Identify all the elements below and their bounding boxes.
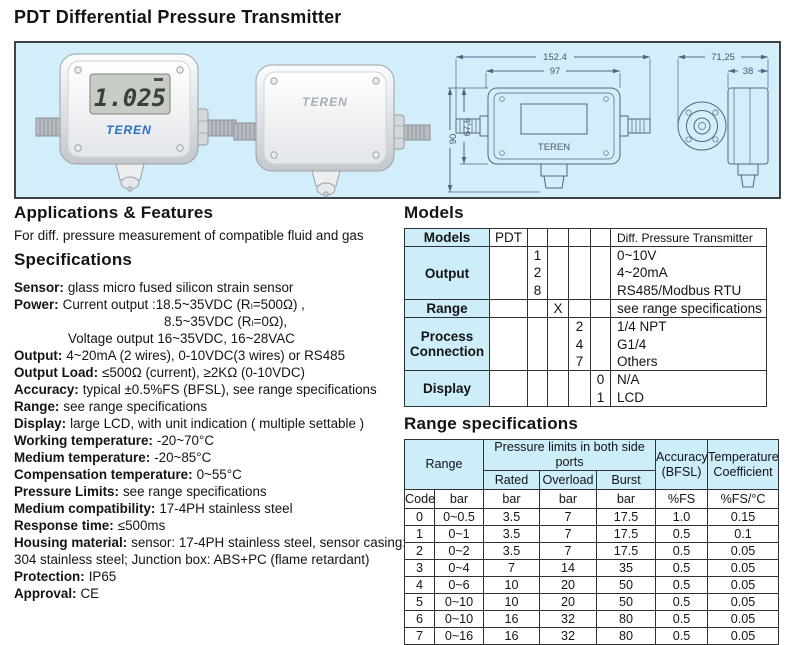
cable-gland-icon	[116, 164, 144, 191]
right-column	[404, 203, 784, 645]
device-face	[264, 72, 386, 164]
dimension-drawing	[444, 46, 778, 196]
svg-text:97: 97	[549, 66, 561, 77]
page-title: PDT Differential Pressure Transmitter	[14, 7, 342, 27]
lcd-reading: 1.025	[93, 84, 167, 112]
brand-logo-embossed: TEREN	[302, 95, 348, 109]
svg-text:90: 90	[448, 133, 459, 145]
dim-body-width	[486, 64, 620, 88]
spec-medium-compat: Medium compatibility: 17-4PH stainless steel	[14, 501, 293, 516]
svg-text:71,25: 71,25	[711, 52, 735, 63]
display-row: Display 0 1 N/A LCD	[405, 371, 767, 407]
product-photo-plain-device	[232, 61, 432, 197]
dim-total-width	[456, 50, 650, 121]
range-data-row: 7 0~16 16 32 80 0.5 0.05	[405, 628, 779, 645]
range-spec-heading: Range specifications	[404, 414, 579, 434]
models-table	[404, 228, 767, 407]
spec-accuracy: Accuracy: typical ±0.5%FS (BFSL), see range specifications	[14, 382, 377, 397]
spec-sensor: Sensor: glass micro fused silicon strain sensor	[14, 280, 294, 295]
range-row: Range X see range specifications	[405, 300, 767, 318]
svg-text:38: 38	[742, 66, 754, 77]
spec-compensation-temp: Compensation temperature: 0~55°C	[14, 467, 242, 482]
spec-output: Output: 4~20mA (2 wires), 0-10VDC(3 wires) or RS485	[14, 348, 346, 363]
spec-working-temp: Working temperature: -20~70°C	[14, 433, 214, 448]
applications-text: For diff. pressure measurement of compatible fluid and gas	[14, 228, 364, 243]
range-header-row-2: Rated Overload Burst	[405, 471, 779, 490]
product-hero-panel	[14, 41, 781, 199]
range-units-row: Code bar bar bar bar %FS %FS/°C	[405, 490, 779, 509]
left-column	[14, 203, 406, 602]
range-data-row: 0 0~0.5 3.5 7 17.5 1.0 0.15	[405, 509, 779, 526]
process-connection-row: Process Connection 2 4 7 1/4 NPT G1/4 Others	[405, 318, 767, 371]
range-spec-table	[404, 439, 779, 645]
specifications-heading: Specifications	[14, 250, 133, 269]
output-row: Output 1 2 8 0~10V 4~20mA RS485/Modbus RTU	[405, 247, 767, 300]
spec-pressure-limits: Pressure Limits: see range specifications	[14, 484, 267, 499]
range-data-row: 2 0~2 3.5 7 17.5 0.5 0.05	[405, 543, 779, 560]
range-data-row: 4 0~6 10 20 50 0.5 0.05	[405, 577, 779, 594]
side-view	[678, 88, 768, 187]
spec-display: Display: large LCD, with unit indication ( multiple settable )	[14, 416, 365, 431]
spec-protection: Protection: IP65	[14, 569, 117, 584]
lcd-unit-mark	[154, 78, 163, 81]
range-data-row: 3 0~4 7 14 35 0.5 0.05	[405, 560, 779, 577]
drawing-brand-label: TEREN	[537, 142, 571, 153]
dim-body-depth	[728, 64, 768, 88]
front-view	[456, 88, 650, 188]
applications-heading: Applications & Features	[14, 203, 214, 222]
brand-logo: TEREN	[106, 123, 152, 137]
range-data-row: 6 0~10 16 32 80 0.5 0.05	[405, 611, 779, 628]
svg-text:152.4: 152.4	[543, 52, 567, 63]
range-data-row: 5 0~10 10 20 50 0.5 0.05	[405, 594, 779, 611]
spec-power: Power: Current output :18.5~35VDC (Rₗ=500Ω) ,	[14, 297, 305, 312]
spec-medium-temp: Medium temperature: -20~85°C	[14, 450, 212, 465]
spec-power-cont1: 8.5~35VDC (Rₗ=0Ω),	[164, 314, 288, 329]
models-heading: Models	[404, 203, 464, 222]
cable-gland-icon	[312, 171, 340, 196]
spec-output-load: Output Load: ≤500Ω (current), ≥2KΩ (0-10VDC)	[14, 365, 305, 380]
range-data-row: 1 0~1 3.5 7 17.5 0.5 0.1	[405, 526, 779, 543]
product-photo-lcd-device	[34, 48, 239, 196]
spec-range: Range: see range specifications	[14, 399, 208, 414]
models-row: Models PDT Diff. Pressure Transmitter	[405, 229, 767, 247]
spec-housing: Housing material: sensor: 17-4PH stainless steel, sensor casing: 304 stainless steel; Junction box: ABS+PC (flame retardant)	[14, 535, 406, 567]
range-header-row-1: Range Pressure limits in both side ports Accuracy (BFSL) Temperature Coefficient	[405, 440, 779, 471]
spec-approval: Approval: CE	[14, 586, 100, 601]
spec-power-cont2: Voltage output 16~35VDC, 16~28VAC	[68, 331, 295, 346]
svg-text:67,5: 67,5	[462, 117, 473, 137]
spec-response-time: Response time: ≤500ms	[14, 518, 166, 533]
